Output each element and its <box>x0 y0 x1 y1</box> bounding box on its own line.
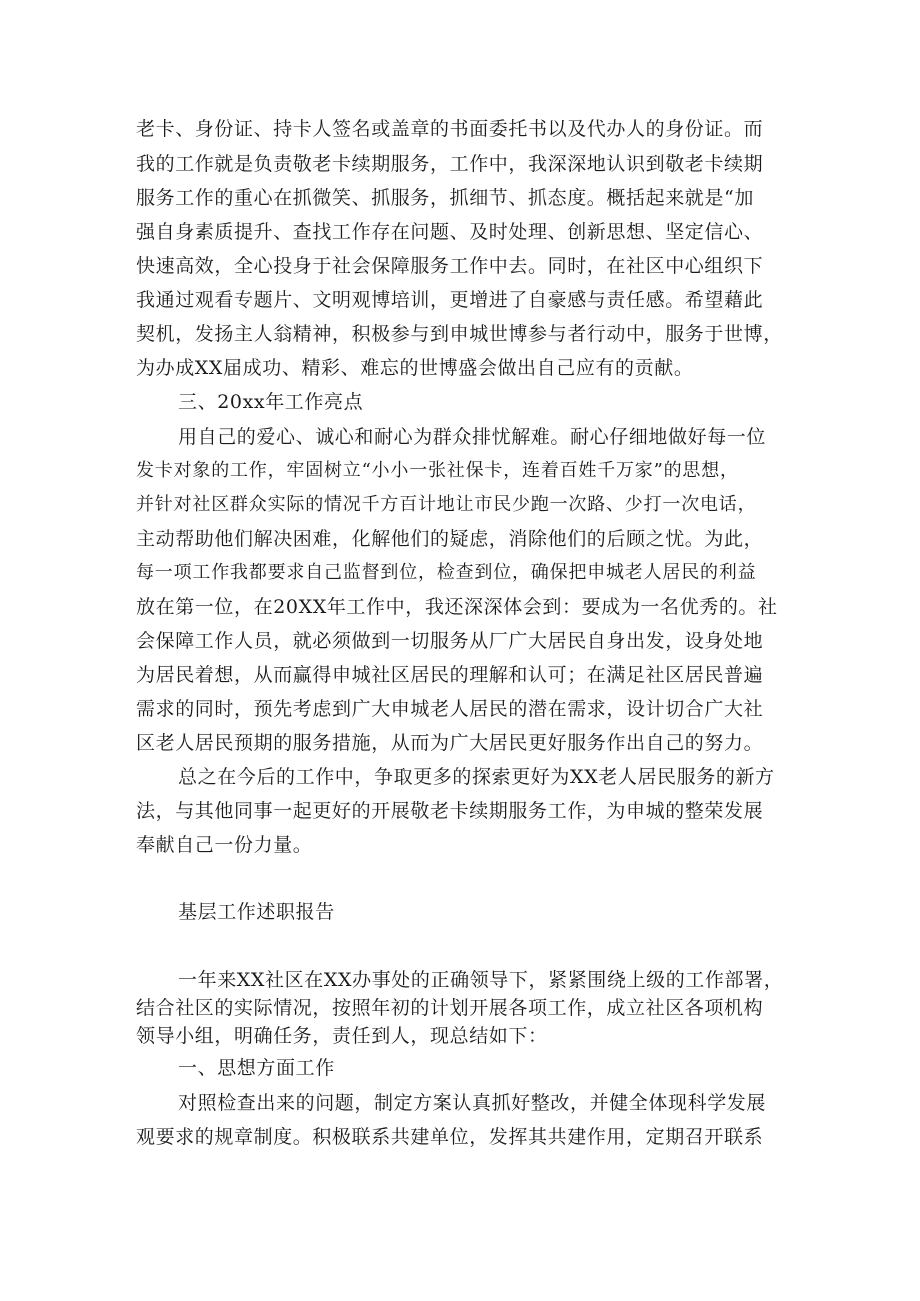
section-heading: 一、思想方面工作 <box>178 1057 335 1079</box>
paragraph-line: 快速高效，全心投身于社会保障服务工作中去。同时，在社区中心组织下 <box>136 255 764 277</box>
paragraph-line: 为居民着想，从而赢得申城社区居民的理解和认可；在满足社区居民普遍 <box>136 664 764 686</box>
paragraph-line: 强自身素质提升、查找工作存在问题、及时处理、创新思想、坚定信心、 <box>136 221 764 243</box>
paragraph-line: 结合社区的实际情况，按照年初的计划开展各项工作，成立社区各项机构 <box>136 997 764 1019</box>
paragraph-line: 老卡、身份证、持卡人签名或盖章的书面委托书以及代办人的身份证。而 <box>136 118 764 140</box>
paragraph-line: 观要求的规章制度。积极联系共建单位，发挥其共建作用，定期召开联系 <box>136 1126 764 1148</box>
paragraph-line: 法，与其他同事一起更好的开展敬老卡续期服务工作，为申城的整荣发展 <box>136 800 764 822</box>
paragraph-line: 需求的同时，预先考虑到广大申城老人居民的潜在需求，设计切合广大社 <box>136 698 764 720</box>
paragraph-line: 主动帮助他们解决困难，化解他们的疑虑，消除他们的后顾之忧。为此， <box>136 528 764 550</box>
paragraph-line: 对照检查出来的问题，制定方案认真抓好整改，并健全体现科学发展 <box>178 1092 767 1114</box>
section-heading: 三、20xx年工作亮点 <box>178 391 364 413</box>
paragraph-line: 我的工作就是负责敬老卡续期服务，工作中，我深深地认识到敬老卡续期 <box>136 153 764 175</box>
paragraph-line: 契机，发扬主人翁精神，积极参与到申城世博参与者行动中，服务于世博， <box>136 323 783 345</box>
paragraph-line: 总之在今后的工作中，争取更多的探索更好为XX老人居民服务的新方 <box>178 766 775 788</box>
paragraph-line: 每一项工作我都要求自己监督到位，检查到位，确保把申城老人居民的利益 <box>136 562 757 583</box>
paragraph-line: 用自己的爱心、诚心和耐心为群众排忧解难。耐心仔细地做好每一位 <box>178 426 767 448</box>
paragraph-line: 为办成XX届成功、精彩、难忘的世博盛会做出自己应有的贡献。 <box>136 357 694 379</box>
paragraph-line: 服务工作的重心在抓微笑、抓服务，抓细节、抓态度。概括起来就是“加 <box>136 187 754 209</box>
paragraph-line: 发卡对象的工作，牢固树立“小小一张社保卡，连着百姓千万家”的思想， <box>136 460 739 481</box>
paragraph-line: 我通过观看专题片、文明观博培训，更增进了自豪感与责任感。希望藉此 <box>136 289 764 311</box>
paragraph-line: 区老人居民预期的服务措施，从而为广大居民更好服务作出自己的努力。 <box>136 732 764 754</box>
paragraph-line: 并针对社区群众实际的情况千方百计地让市民少跑一次路、少打一次电话， <box>136 494 757 515</box>
paragraph-line: 放在第一位，在20XX年工作中，我还深深体会到：要成为一名优秀的。社 <box>136 596 778 618</box>
paragraph-line: 奉献自己一份力量。 <box>136 834 313 856</box>
paragraph-line: 一年来XX社区在XX办事处的正确领导下，紧紧围绕上级的工作部署， <box>178 969 784 991</box>
paragraph-line: 会保障工作人员，就必须做到一切服务从厂广大居民自身出发，设身处地 <box>136 630 764 652</box>
paragraph-line: 领导小组，明确任务，责任到人，现总结如下： <box>136 1025 548 1047</box>
report-title: 基层工作述职报告 <box>178 901 335 923</box>
